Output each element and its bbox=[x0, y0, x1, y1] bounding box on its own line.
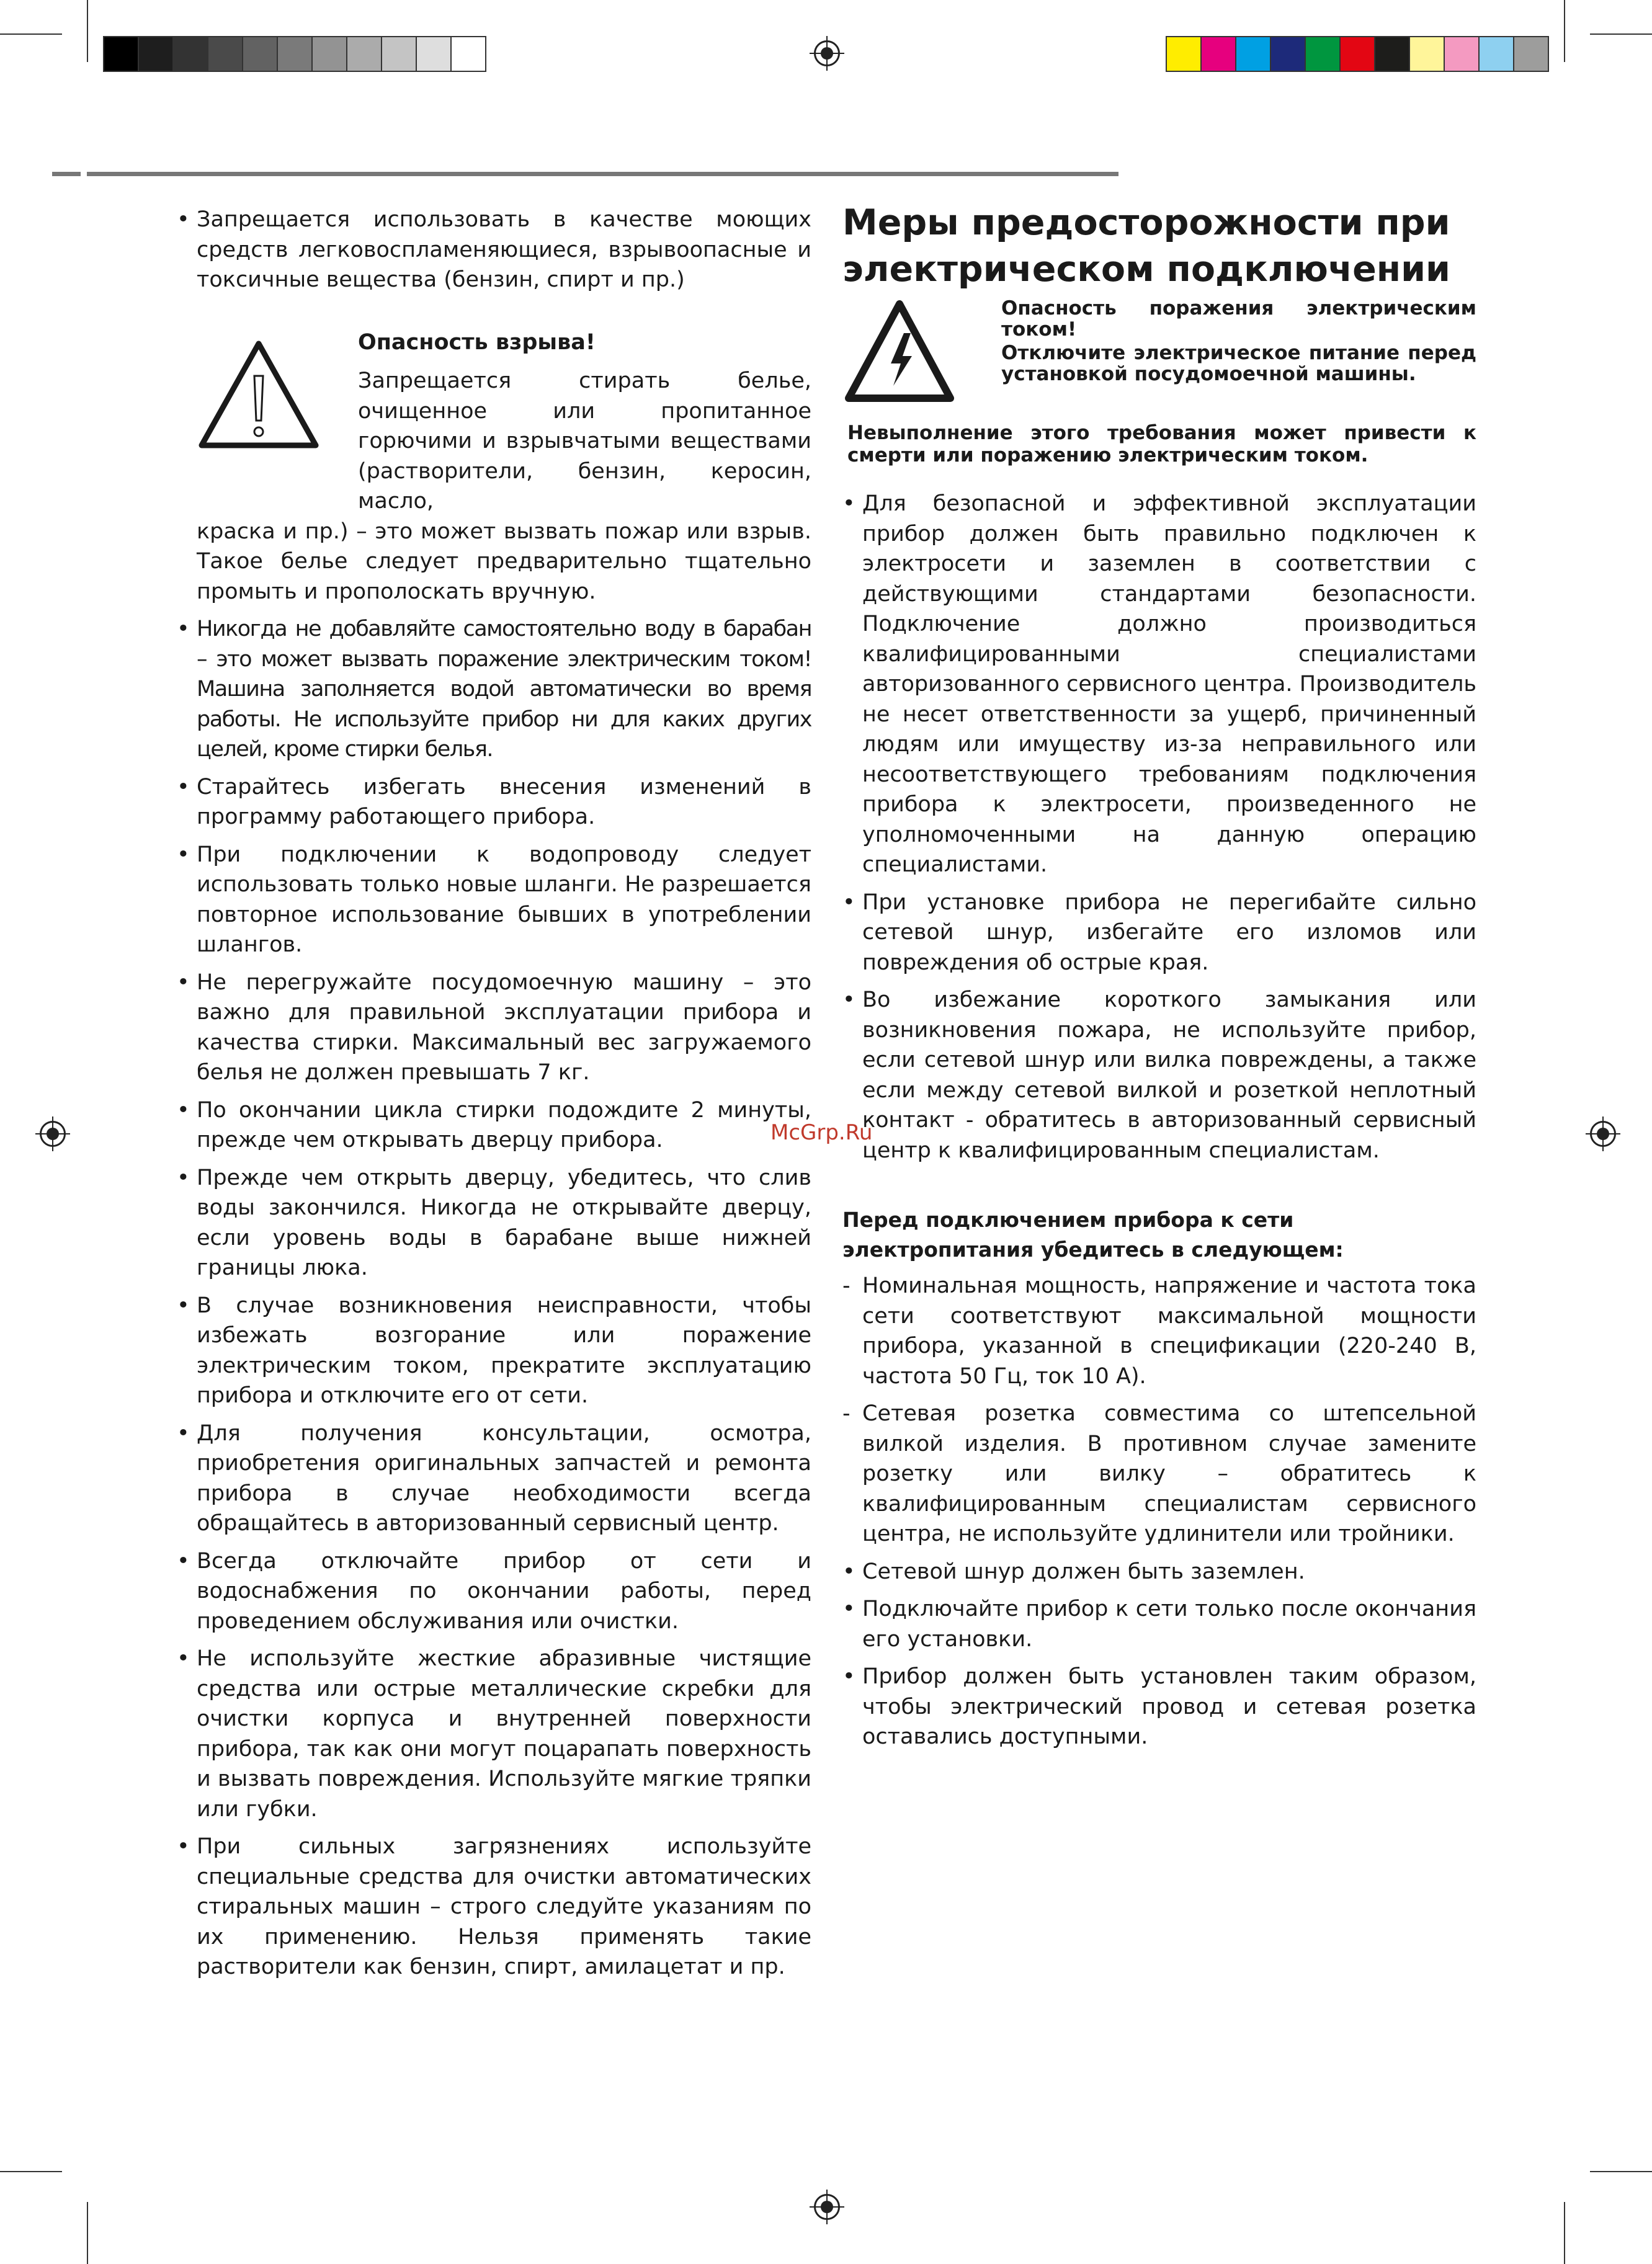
list-item bbox=[177, 205, 811, 295]
explosion-title: Опасность взрыва! bbox=[358, 329, 596, 355]
gray-swatch bbox=[347, 37, 382, 71]
list-item: • При установке прибора не перегибайте сильно сетевой шнур, избегайте его изломов или повреждения об острые края. bbox=[842, 889, 1476, 975]
shock-title: Опасность поражения электрическим током! bbox=[1001, 297, 1476, 341]
registration-mark-icon bbox=[1590, 1121, 1616, 1147]
shock-text: Отключите электрическое питание перед установкой посудомоечной машины. bbox=[1001, 342, 1476, 385]
header-rule bbox=[87, 172, 1118, 176]
header-rule bbox=[52, 172, 81, 176]
dash-item: - Сетевая розетка совместима со штепсельной вилкой изделия. В противном случае замените розетку или вилку – обратитесь к квалифицированным специалистам сервисного центра, не используйте удлинители или тройники. bbox=[842, 1401, 1476, 1546]
gray-swatch bbox=[417, 37, 452, 71]
color-swatch bbox=[1410, 37, 1445, 71]
intro-text: Запрещается использовать в качестве моющих средств легковоспламеняющиеся, взрывоопасные и токсичные вещества (бензин, спирт и пр.) bbox=[197, 207, 811, 292]
gray-swatch bbox=[174, 37, 208, 71]
registration-mark-icon bbox=[814, 2194, 840, 2220]
left-column bbox=[177, 205, 811, 1990]
list-item: • В случае возникновения неисправности, чтобы избежать возгорание или поражение электрическим током, прекратите эксплуатацию прибора и отключите его от сети. bbox=[177, 1293, 811, 1408]
explosion-warning bbox=[177, 328, 811, 607]
gray-swatch bbox=[313, 37, 347, 71]
color-swatch bbox=[1480, 37, 1514, 71]
gray-swatch bbox=[139, 37, 174, 71]
color-swatch bbox=[1202, 37, 1236, 71]
list-item: • Подключайте прибор к сети только после окончания его установки. bbox=[842, 1597, 1476, 1652]
list-item: • Для получения консультации, осмотра, приобретения оригинальных запчастей и ремонта прибора в случае необходимости всегда обращайтесь в авторизованный сервисный центр. bbox=[177, 1420, 811, 1536]
list-item: • Сетевой шнур должен быть заземлен. bbox=[842, 1559, 1305, 1584]
gray-scale-bar bbox=[103, 36, 486, 72]
list-item: • При сильных загрязнениях используйте специальные средства для очистки автоматических стиральных машин – строго следуйте указаниям по их применению. Нельзя применять такие растворители как бензин, спирт, амилацетат и пр. bbox=[177, 1834, 811, 1979]
color-swatch bbox=[1514, 37, 1548, 71]
process-color-bar bbox=[1166, 36, 1549, 72]
registration-mark-icon bbox=[40, 1121, 66, 1147]
electric-shock-icon bbox=[844, 299, 955, 404]
registration-mark-icon bbox=[814, 40, 840, 66]
warning-text: Невыполнение этого требования может привести к смерти или поражению электрическим током. bbox=[847, 422, 1476, 466]
explosion-text-line: (растворители, бензин, керосин, масло, bbox=[358, 458, 811, 514]
color-swatch bbox=[1306, 37, 1341, 71]
section-heading: Меры предосторожности при электрическом подключении bbox=[842, 202, 1450, 290]
explosion-text-rest: краска и пр.) – это может вызвать пожар или взрыв. Такое белье следует предварительно тщательно промыть и прополоскать вручную. bbox=[197, 519, 811, 604]
color-swatch bbox=[1445, 37, 1480, 71]
color-swatch bbox=[1271, 37, 1306, 71]
shock-warning bbox=[842, 298, 1476, 409]
watermark: McGrp.Ru bbox=[770, 1120, 873, 1145]
list-item: • Прибор должен быть установлен таким образом, чтобы электрический провод и сетевая розетка оставались доступными. bbox=[842, 1664, 1476, 1749]
list-item: • Всегда отключайте прибор от сети и водоснабжения по окончании работы, перед проведением обслуживания или очистки. bbox=[177, 1548, 811, 1634]
bullet: • bbox=[177, 207, 190, 232]
color-swatch bbox=[1167, 37, 1202, 71]
checklist-title: Перед подключением прибора к сети электропитания убедитесь в следующем: bbox=[842, 1208, 1344, 1262]
dash-item: - Номинальная мощность, напряжение и частота тока сети соответствуют максимальной мощности прибора, указанной в спецификации (220-240 В, частота 50 Гц, ток 10 А). bbox=[842, 1273, 1476, 1389]
exclamation-warning-icon bbox=[197, 339, 321, 452]
color-swatch bbox=[1236, 37, 1271, 71]
right-column bbox=[842, 200, 1476, 1760]
explosion-text-line: Запрещается стирать белье, bbox=[358, 368, 811, 393]
list-item: • По окончании цикла стирки подождите 2 минуты, прежде чем открывать дверцу прибора. bbox=[177, 1097, 811, 1152]
list-item: • Для безопасной и эффективной эксплуатации прибор должен быть правильно подключен к электросети и заземлен в соответствии с действующими стандартами безопасности. Подключение должно производиться квалифицированными специалистами авторизованного сервисного центра. Производитель не несет ответственности за ущерб, причиненный людям или имуществу из-за неправильного или несоответствующего требованиям подключения прибора к электросети, произведенного не уполномоченными на данную операцию специалистами. bbox=[842, 491, 1476, 877]
list-item: • Прежде чем открыть дверцу, убедитесь, что слив воды закончился. Никогда не открывайте дверцу, если уровень воды в барабане выше нижней границы люка. bbox=[177, 1165, 811, 1280]
list-item: • Не используйте жесткие абразивные чистящие средства или острые металлические скребки для очистки корпуса и внутренней поверхности прибора, так как они могут поцарапать поверхность и вызвать повреждения. Используйте мягкие тряпки или губки. bbox=[177, 1646, 811, 1822]
list-item: • При подключении к водопроводу следует использовать только новые шланги. Не разрешается повторное использование бывших в употреблении шлангов. bbox=[177, 842, 811, 957]
gray-swatch bbox=[208, 37, 243, 71]
explosion-text-line: горючими и взрывчатыми веществами bbox=[358, 429, 811, 453]
list-item: • Никогда не добавляйте самостоятельно воду в барабан – это может вызвать поражение электрическим током! Машина заполняется водой автоматически во время работы. Не используйте прибор ни для каких других целей, кроме стирки белья. bbox=[177, 617, 811, 762]
gray-swatch bbox=[243, 37, 278, 71]
gray-swatch bbox=[382, 37, 417, 71]
list-item: • Старайтесь избегать внесения изменений в программу работающего прибора. bbox=[177, 774, 811, 829]
explosion-text-line: очищенное или пропитанное bbox=[358, 398, 811, 424]
gray-swatch bbox=[452, 37, 485, 71]
list-item: • Во избежание короткого замыкания или возникновения пожара, не используйте прибор, если сетевой шнур или вилка повреждены, а также если между сетевой вилкой и розеткой неплотный контакт - обратитесь в авторизованный сервисный центр к квалифицированным специалистам. bbox=[842, 987, 1476, 1163]
list-item: • Не перегружайте посудомоечную машину – это важно для правильной эксплуатации прибора и качества стирки. Максимальный вес загружаемого белья не должен превышать 7 кг. bbox=[177, 969, 811, 1085]
gray-swatch bbox=[104, 37, 139, 71]
color-swatch bbox=[1341, 37, 1375, 71]
color-swatch bbox=[1375, 37, 1410, 71]
gray-swatch bbox=[278, 37, 313, 71]
